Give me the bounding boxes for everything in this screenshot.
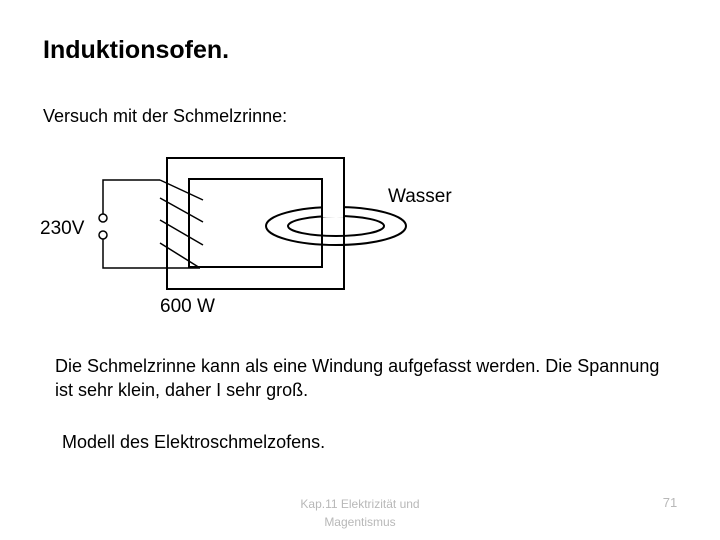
- primary-wire-bottom: [103, 238, 200, 268]
- power-label: 600 W: [160, 296, 215, 317]
- primary-wire-top: [103, 180, 160, 214]
- explanation-text: Die Schmelzrinne kann als eine Windung aufgefasst werden. Die Spannung ist sehr klein, daher I sehr groß.: [55, 356, 660, 400]
- core-leg-overlay: [322, 205, 344, 217]
- slide-title: Induktionsofen.: [43, 36, 230, 64]
- experiment-heading: Versuch mit der Schmelzrinne:: [43, 106, 288, 126]
- page-number: 71: [662, 495, 678, 510]
- terminal-top: [99, 214, 107, 222]
- model-caption: Modell des Elektroschmelzofens.: [62, 432, 326, 452]
- terminal-bottom: [99, 231, 107, 239]
- water-label: Wasser: [388, 186, 452, 207]
- voltage-label: 230V: [40, 218, 85, 239]
- slide-footer: Kap.11 Elektrizität und Magentismus: [300, 497, 420, 529]
- core-outer: [167, 158, 344, 289]
- melting-channel-inner: [288, 216, 384, 236]
- core-inner: [189, 179, 322, 267]
